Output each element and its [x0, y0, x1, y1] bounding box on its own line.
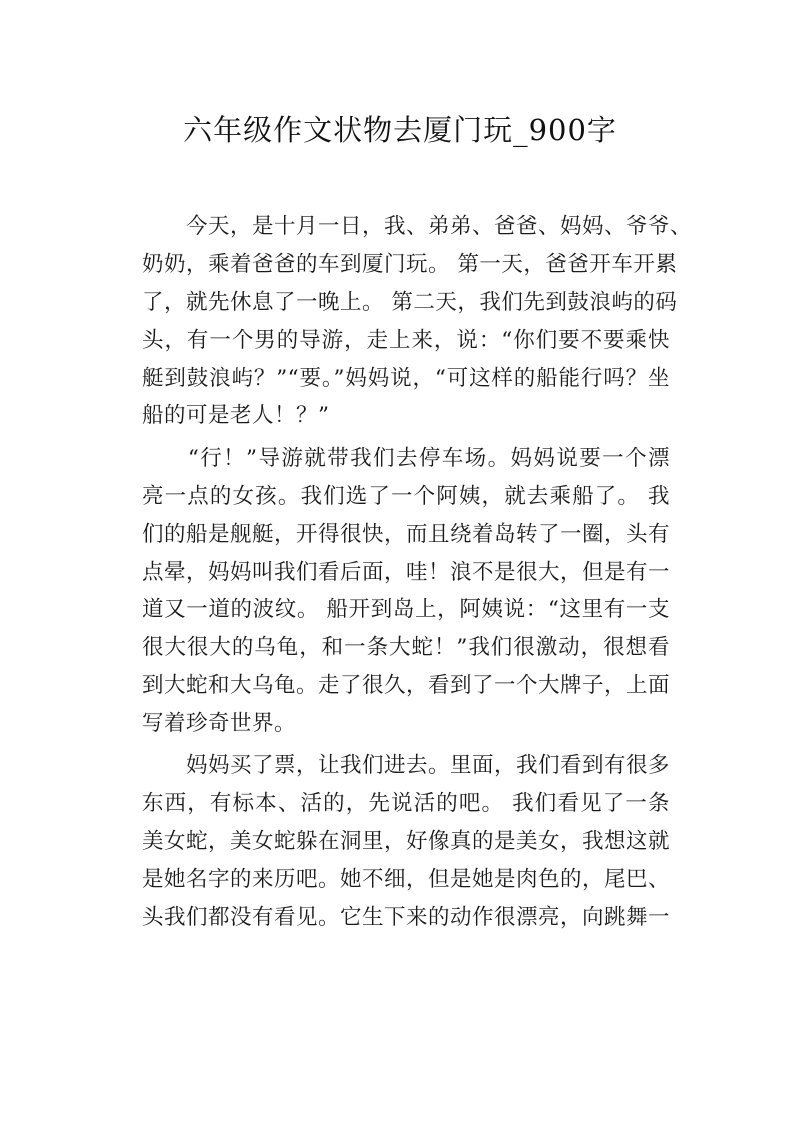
text-line: 东西，有标本、活的，先说活的吧。 我们看见了一条 — [142, 791, 670, 817]
text-line: 妈妈买了票，让我们进去。里面，我们看到有很多 — [142, 753, 671, 779]
text-line: 船的可是老人！？” — [142, 403, 330, 429]
document-title: 六年级作文状物去厦门玩_900字 — [183, 113, 617, 147]
text-line: 美女蛇，美女蛇躲在洞里，好像真的是美女，我想这就 — [142, 829, 671, 855]
paragraph — [142, 747, 670, 936]
text-line: 写着珍奇世界。 — [142, 711, 297, 737]
text-line: 道又一道的波纹。 船开到岛上，阿姨说：“这里有一支 — [142, 597, 670, 623]
text-line: 艇到鼓浪屿？”“要。”妈妈说，“可这样的船能行吗？坐 — [142, 365, 670, 391]
text-line: 头，有一个男的导游，走上来，说：“你们要不要乘快 — [142, 327, 670, 353]
text-line: 是她名字的来历吧。她不细，但是她是肉色的，尾巴、 — [142, 867, 671, 893]
text-line: 了，就先休息了一晚上。 第二天，我们先到鼓浪屿的码 — [142, 289, 678, 315]
text-line: “行！”导游就带我们去停车场。妈妈说要一个漂 — [142, 445, 670, 471]
paragraph — [142, 440, 670, 743]
text-line: 到大蛇和大乌龟。走了很久，看到了一个大牌子，上面 — [142, 673, 671, 699]
article-body — [142, 208, 693, 937]
text-line: 很大很大的乌龟，和一条大蛇！”我们很激动，很想看 — [142, 635, 670, 661]
text-line: 今天，是十月一日，我、弟弟、爸爸、妈妈、爷爷、 — [142, 214, 693, 239]
text-line: 奶奶，乘着爸爸的车到厦门玩。 第一天，爸爸开车开累 — [142, 251, 678, 277]
text-line: 头我们都没有看见。它生下来的动作很漂亮，向跳舞一 — [142, 905, 671, 931]
text-line: 亮一点的女孩。我们选了一个阿姨，就去乘船了。 我 — [142, 483, 670, 509]
text-line: 们的船是舰艇，开得很快，而且绕着岛转了一圈，头有 — [142, 521, 671, 547]
text-line: 点晕，妈妈叫我们看后面，哇！浪不是很大，但是有一 — [142, 559, 671, 585]
paragraph — [142, 208, 693, 435]
